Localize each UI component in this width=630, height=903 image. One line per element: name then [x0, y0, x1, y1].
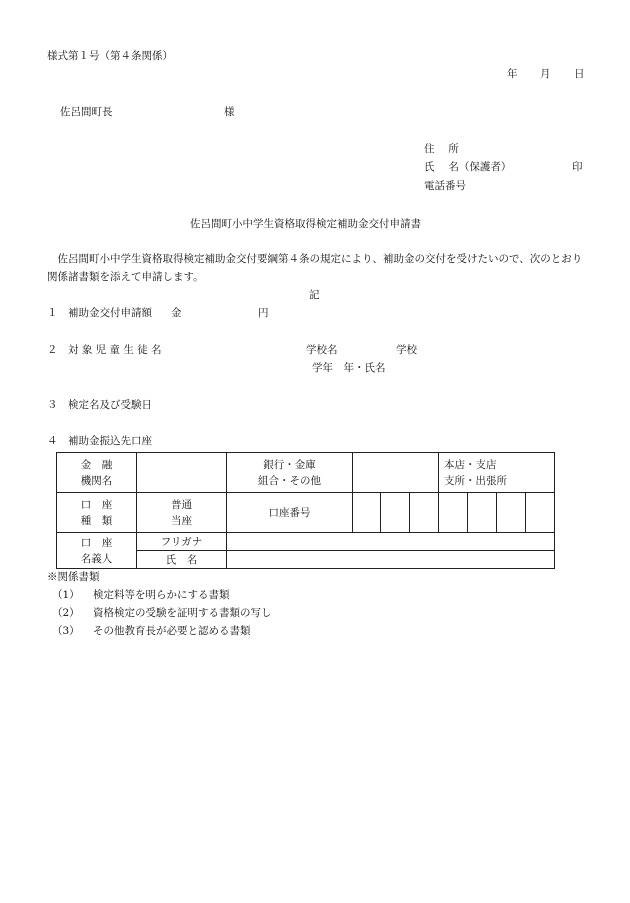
name-label: 氏 名（保護者）: [424, 161, 512, 173]
addressee-name: 佐呂間町長: [60, 106, 113, 118]
item-1-prefix: 金: [171, 307, 182, 319]
branch-name-field[interactable]: [353, 453, 439, 493]
branch-types-label: 本店・支店 支所・出張所: [439, 453, 555, 493]
related-doc-2-num: （2）: [52, 607, 80, 619]
table-row-account: [57, 493, 555, 533]
related-doc-3-num: （3）: [52, 625, 80, 637]
table-row-financial: [57, 453, 555, 493]
item-3-label: 検定名及び受験日: [68, 399, 152, 411]
date-month: 月: [540, 68, 551, 80]
item-4-label: 補助金振込先口座: [68, 435, 152, 447]
account-digit-6[interactable]: [497, 493, 526, 533]
related-doc-1-num: （1）: [52, 589, 80, 601]
table-row-furigana: [57, 533, 555, 551]
item-2-grade-name: 学年 年・氏名: [312, 362, 386, 374]
bank-types-label: 銀行・金庫 組合・その他: [227, 453, 353, 493]
date-day: 日: [574, 68, 585, 80]
account-digit-3[interactable]: [410, 493, 439, 533]
related-doc-1-text: 検定料等を明らかにする書類: [93, 589, 230, 601]
account-digit-2[interactable]: [381, 493, 410, 533]
account-holder-header: 口 座 名義人: [57, 533, 137, 569]
shimei-label: 氏 名: [137, 551, 227, 569]
address-label: 住 所: [424, 143, 459, 155]
related-doc-2-text: 資格検定の受験を証明する書類の写し: [93, 607, 272, 619]
item-2-school-name: 学校名: [306, 344, 338, 356]
account-digit-7[interactable]: [526, 493, 555, 533]
body-text: 佐呂間町小中学生資格取得検定補助金交付要綱第４条の規定により、補助金の交付を受けたいので、次のとおり関係諸書類を添えて申請します。: [47, 253, 583, 283]
item-3-num: ３: [47, 399, 58, 411]
related-doc-3-text: その他教育長が必要と認める書類: [93, 625, 251, 637]
furigana-label: フリガナ: [137, 533, 227, 551]
financial-inst-name-field[interactable]: [137, 453, 227, 493]
date-year: 年: [507, 68, 518, 80]
item-4-num: ４: [47, 435, 58, 447]
item-1-num: １: [47, 307, 58, 319]
account-kind-options[interactable]: 普通 当座: [137, 493, 227, 533]
item-1-unit: 円: [258, 307, 269, 319]
account-digit-1[interactable]: [353, 493, 381, 533]
holder-name-field[interactable]: [227, 551, 555, 569]
phone-label: 電話番号: [424, 180, 466, 192]
related-docs-heading: ※関係書類: [47, 571, 100, 583]
item-2-school: 学校: [396, 344, 417, 356]
ki-mark: 記: [309, 289, 320, 301]
item-2-num: ２: [47, 344, 58, 356]
financial-inst-header: 金 融 機関名: [57, 453, 137, 493]
seal-mark: 印: [572, 161, 583, 173]
form-number: 様式第１号（第４条関係）: [47, 50, 173, 62]
bank-account-table: [56, 452, 555, 569]
addressee-honorific: 様: [224, 106, 235, 118]
account-number-label: 口座番号: [227, 493, 353, 533]
furigana-field[interactable]: [227, 533, 555, 551]
item-2-label: 対 象 児 童 生 徒 名: [68, 344, 162, 356]
account-digit-5[interactable]: [468, 493, 497, 533]
document-title: 佐呂間町小中学生資格取得検定補助金交付申請書: [190, 218, 421, 230]
account-digit-4[interactable]: [439, 493, 468, 533]
item-1-label: 補助金交付申請額: [68, 307, 152, 319]
account-type-header: 口 座 種 類: [57, 493, 137, 533]
